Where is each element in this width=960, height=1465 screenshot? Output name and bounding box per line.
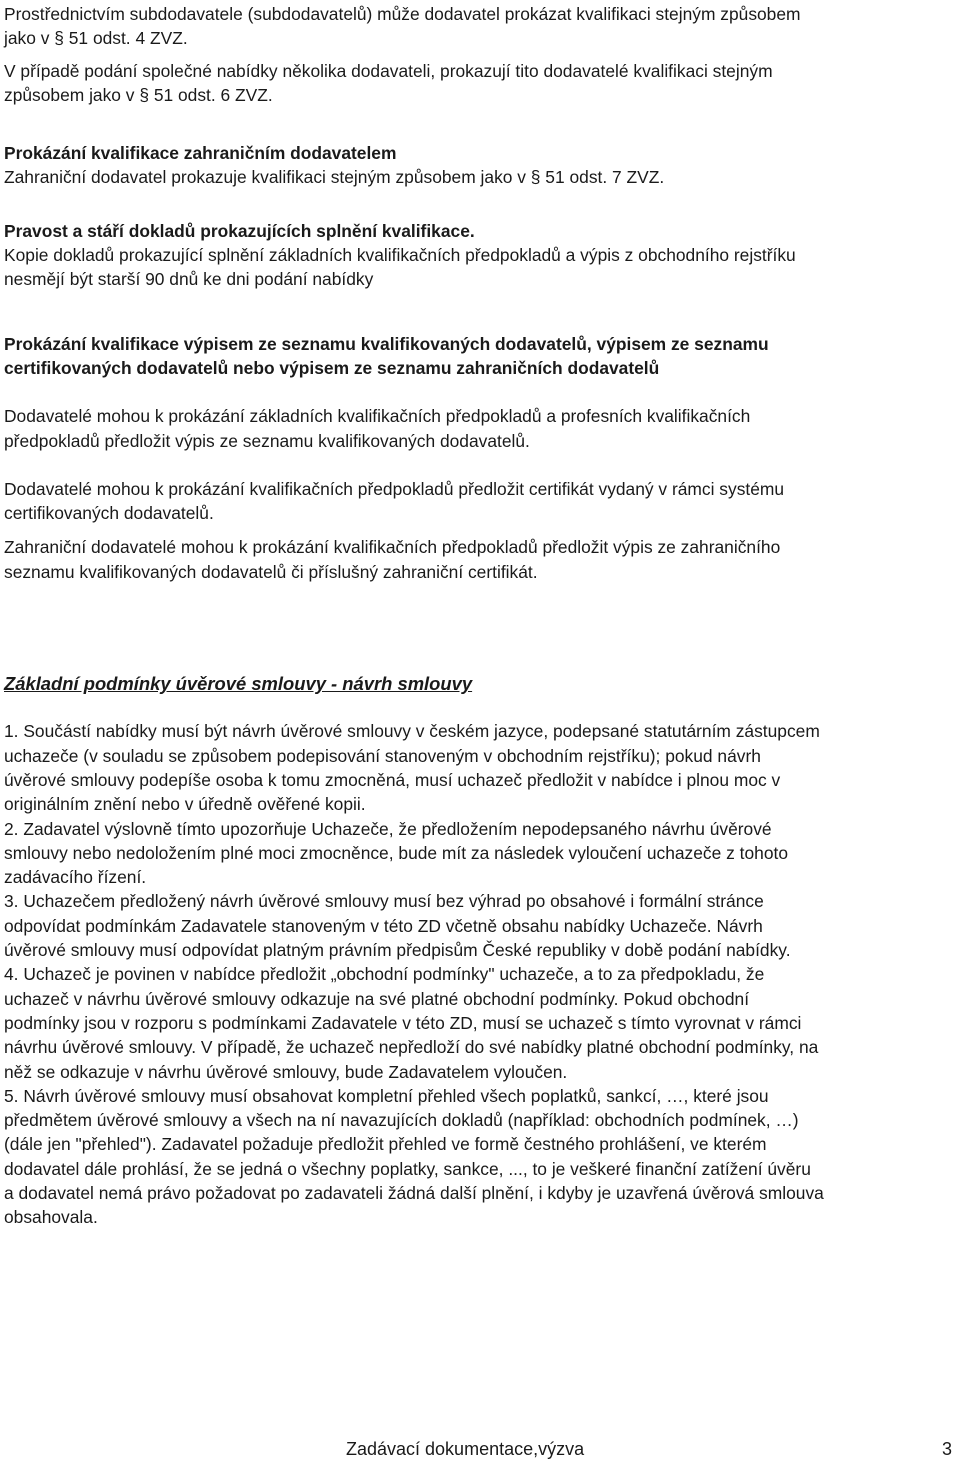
contract-item-4: 4. Uchazeč je povinen v nabídce předložit „obchodní podmínky" uchazeče, a to za předpokladu, že uchazeč v návrhu úvěrové smlouvy odkazuje na své platné obchodní podmínky. Pokud obchodní podmínky jsou v rozporu s podmínkami Zadavatele v této ZD, musí se uchazeč s tímto vyrovnat v rámci návrhu úvěrové smlouvy. V případě, že uchazeč nepředloží do své nabídky platné obchodní podmínky, na něž se odkazuje v návrhu úvěrové smlouvy, bude Zadavatelem vyloučen.: [4, 964, 819, 1082]
page-footer: [346, 1437, 956, 1461]
validity-heading: Pravost a stáří dokladů prokazujících splnění kvalifikace.: [4, 220, 475, 241]
document-page: [4, 2, 956, 1230]
lists-paragraph-qualified: Dodavatelé mohou k prokázání základních kvalifikačních předpokladů a profesních kvalifikačních předpokladů předložit výpis ze seznamu kvalifikovaných dodavatelů.: [4, 406, 751, 451]
contract-heading: Základní podmínky úvěrové smlouvy - návrh smlouvy: [4, 673, 473, 695]
validity-paragraph: Kopie dokladů prokazující splnění základních kvalifikačních předpokladů a výpis z obchodního rejstříku nesmějí být starší 90 dnů ke dni podání nabídky: [4, 245, 796, 290]
page-number: 3: [941, 1439, 952, 1459]
contract-item-3: 3. Uchazečem předložený návrh úvěrové smlouvy musí bez výhrad po obsahové i formální stránce odpovídat podmínkám Zadavatele stanoveným v této ZD včetně obsahu nabídky Uchazeče. Návrh úvěrové smlouvy musí odpovídat platným právním předpisům České republiky v době podání nabídky.: [4, 891, 791, 961]
intro-joint-offer-paragraph: V případě podání společné nabídky několika dodavateli, prokazují tito dodavatelé kvalifikaci stejným způsobem jako v § 51 odst. 6 ZVZ.: [4, 60, 773, 105]
contract-item-1: 1. Součástí nabídky musí být návrh úvěrové smlouvy v českém jazyce, podepsané statutárním zástupcem uchazeče (v souladu se způsobem podepisování stanoveným v obchodním rejstříku); pokud návrh úvěrové smlouvy podepíše osoba k tomu zmocněná, musí uchazeč předložit v nabídce i plnou moc v originálním znění nebo v úředně ověřené kopii.: [4, 721, 820, 815]
intro-subcontractor-paragraph: Prostřednictvím subdodavatele (subdodavatelů) může dodavatel prokázat kvalifikaci stejným způsobem jako v § 51 odst. 4 ZVZ.: [4, 4, 801, 49]
lists-heading: Prokázání kvalifikace výpisem ze seznamu kvalifikovaných dodavatelů, výpisem ze seznamu certifikovaných dodavatelů nebo výpisem ze seznamu zahraničních dodavatelů: [4, 333, 769, 378]
contract-item-5: 5. Návrh úvěrové smlouvy musí obsahovat kompletní přehled všech poplatků, sankcí, …, které jsou předmětem úvěrové smlouvy a všech na ní navazujících dokladů (například: obchodních podmínek, …) (dále jen "přehled"). Zadavatel požaduje předložit přehled ve formě čestného prohlášení, ve kterém dodavatel dále prohlásí, že se jedná o všechny poplatky, sankce, ..., to je veškeré finanční zatížení úvěru a dodavatel nemá právo požadovat po zadavateli žádná další plnění, i kdyby je uzavřená úvěrová smlouva obsahovala.: [4, 1085, 824, 1228]
contract-items: [4, 719, 956, 1229]
lists-paragraph-foreign: Zahraniční dodavatelé mohou k prokázání kvalifikačních předpokladů předložit výpis ze zahraničního seznamu kvalifikovaných dodavatelů či příslušný zahraniční certifikát.: [4, 537, 781, 582]
foreign-paragraph: Zahraniční dodavatel prokazuje kvalifikaci stejným způsobem jako v § 51 odst. 7 ZVZ.: [4, 167, 665, 188]
foreign-heading: Prokázání kvalifikace zahraničním dodavatelem: [4, 143, 397, 164]
lists-paragraph-certified: Dodavatelé mohou k prokázání kvalifikačních předpokladů předložit certifikát vydaný v rámci systému certifikovaných dodavatelů.: [4, 478, 785, 524]
footer-title: Zadávací dokumentace,výzva: [346, 1439, 585, 1459]
contract-item-2: 2. Zadavatel výslovně tímto upozorňuje Uchazeče, že předložením nepodepsaného návrhu úvěrové smlouvy nebo nedoložením plné moci zmocněnce, bude mít za následek vyloučení uchazeče z tohoto zadávacího řízení.: [4, 818, 788, 888]
